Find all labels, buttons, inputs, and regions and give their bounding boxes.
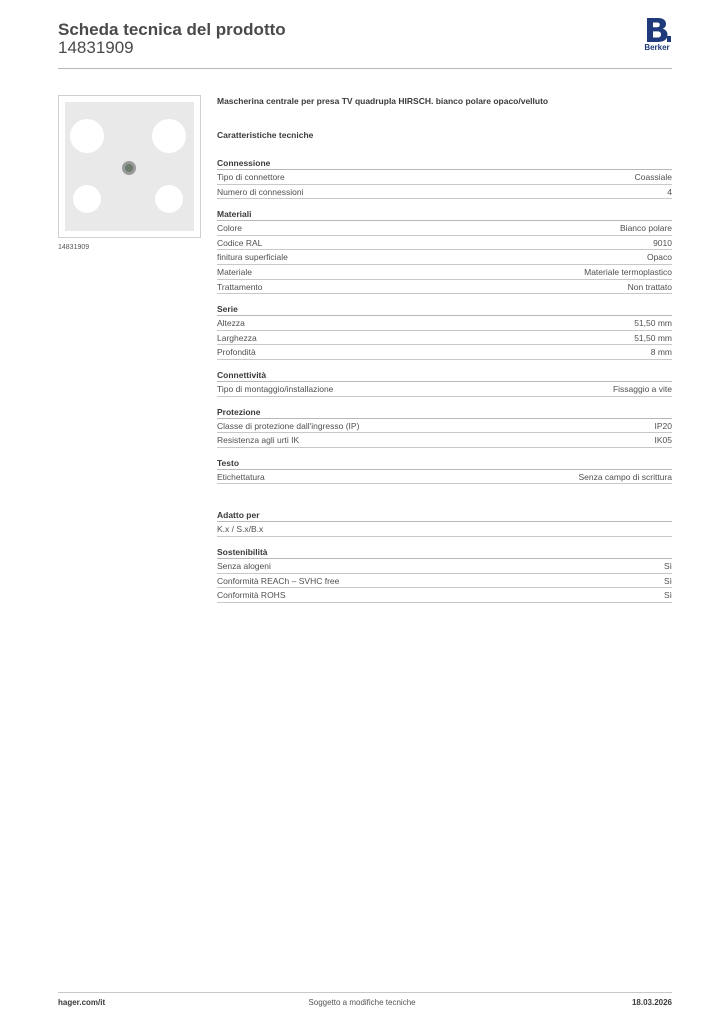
spec-label: Tipo di montaggio/installazione bbox=[217, 383, 334, 394]
spec-value: Bianco polare bbox=[620, 223, 672, 234]
spec-section-serie bbox=[217, 302, 672, 360]
spec-label: Conformità REACh – SVHC free bbox=[217, 575, 340, 586]
spec-label: Materiale bbox=[217, 266, 252, 277]
spec-row bbox=[217, 185, 672, 200]
footer-date: 18.03.2026 bbox=[631, 998, 672, 1007]
footer-divider bbox=[58, 992, 672, 993]
section-title: Testo bbox=[217, 456, 672, 470]
footer-note: Soggetto a modifiche tecniche bbox=[308, 998, 416, 1007]
spec-row bbox=[217, 331, 672, 346]
spec-value: Fissaggio a vite bbox=[612, 383, 672, 394]
spec-value: Coassiale bbox=[634, 172, 672, 182]
section-title: Materiali bbox=[217, 207, 672, 221]
spec-row bbox=[217, 236, 672, 251]
spec-section-materiali bbox=[217, 207, 672, 294]
spec-value: Non trattato bbox=[627, 281, 672, 292]
spec-label: finitura superficiale bbox=[217, 252, 288, 263]
spec-heading: Caratteristiche tecniche bbox=[217, 130, 314, 140]
spec-label: Etichettatura bbox=[217, 471, 265, 482]
spec-label: Profondità bbox=[217, 347, 256, 358]
spec-label: Codice RAL bbox=[217, 237, 263, 248]
spec-label: Altezza bbox=[217, 318, 245, 329]
spec-row bbox=[217, 265, 672, 280]
spec-value: 51,50 mm bbox=[634, 332, 672, 343]
spec-row bbox=[217, 588, 672, 603]
spec-label: Colore bbox=[217, 223, 243, 234]
footer-website: hager.com/it bbox=[58, 998, 106, 1007]
spec-row bbox=[217, 470, 672, 485]
spec-section-testo bbox=[217, 456, 672, 485]
section-title: Protezione bbox=[217, 405, 672, 419]
spec-label: Classe di protezione dall'ingresso (IP) bbox=[217, 420, 360, 431]
spec-section-adatto-per bbox=[217, 508, 672, 537]
berker-b-icon bbox=[643, 16, 671, 44]
section-title: Sostenibilità bbox=[217, 545, 672, 559]
spec-value: 4 bbox=[667, 186, 672, 197]
spec-value: 51,50 mm bbox=[634, 318, 672, 329]
spec-section-sostenibilita bbox=[217, 545, 672, 603]
spec-value: Sì bbox=[663, 575, 672, 586]
image-caption: 14831909 bbox=[58, 244, 90, 251]
spec-row bbox=[217, 574, 672, 589]
section-title: Adatto per bbox=[217, 508, 672, 522]
spec-section-protezione bbox=[217, 405, 672, 448]
spec-row bbox=[217, 316, 672, 331]
berker-logo-text: Berker bbox=[644, 43, 670, 52]
spec-value: IP20 bbox=[654, 420, 672, 431]
page-title: Scheda tecnica del prodotto bbox=[58, 20, 286, 39]
spec-row bbox=[217, 280, 672, 295]
spec-value: Senza campo di scrittura bbox=[578, 471, 672, 482]
spec-label: Senza alogeni bbox=[217, 560, 271, 571]
product-description: Mascherina centrale per presa TV quadrupla HIRSCH. bianco polare opaco/velluto bbox=[217, 96, 549, 106]
section-spacer bbox=[217, 492, 672, 508]
spec-sheet bbox=[217, 96, 672, 611]
section-title: Connessione bbox=[217, 156, 672, 170]
spec-row bbox=[217, 419, 672, 434]
spec-label: Resistenza agli urti IK bbox=[217, 435, 300, 446]
spec-row bbox=[217, 433, 672, 448]
spec-value: Sì bbox=[663, 590, 672, 601]
spec-row bbox=[217, 559, 672, 574]
spec-row bbox=[217, 522, 672, 537]
spec-section-connessione bbox=[217, 156, 672, 199]
spec-row bbox=[217, 382, 672, 397]
spec-label: Tipo di connettore bbox=[217, 172, 285, 182]
spec-value: Materiale termoplastico bbox=[584, 266, 672, 277]
spec-label: Numero di connessioni bbox=[217, 186, 304, 197]
spec-row bbox=[217, 250, 672, 265]
spec-label: Larghezza bbox=[217, 332, 257, 343]
spec-label: Conformità ROHS bbox=[217, 590, 286, 601]
spec-row bbox=[217, 345, 672, 360]
spec-value: 9010 bbox=[653, 237, 672, 248]
spec-label: Trattamento bbox=[217, 281, 263, 292]
tv-socket-cover-illustration bbox=[59, 96, 200, 237]
berker-logo bbox=[640, 16, 674, 54]
product-image bbox=[58, 95, 201, 238]
section-title: Connettività bbox=[217, 368, 672, 382]
header-divider bbox=[58, 68, 672, 69]
spec-row bbox=[217, 221, 672, 236]
section-title: Serie bbox=[217, 302, 672, 316]
product-code: 14831909 bbox=[58, 38, 134, 57]
spec-value: Opaco bbox=[646, 252, 672, 263]
spec-value: 8 mm bbox=[650, 347, 672, 358]
spec-value: IK05 bbox=[654, 435, 672, 446]
spec-value: Sì bbox=[663, 560, 672, 571]
spec-label: K.x / S.x/B.x bbox=[217, 524, 264, 535]
spec-row bbox=[217, 170, 672, 185]
spec-section-connettivita bbox=[217, 368, 672, 397]
